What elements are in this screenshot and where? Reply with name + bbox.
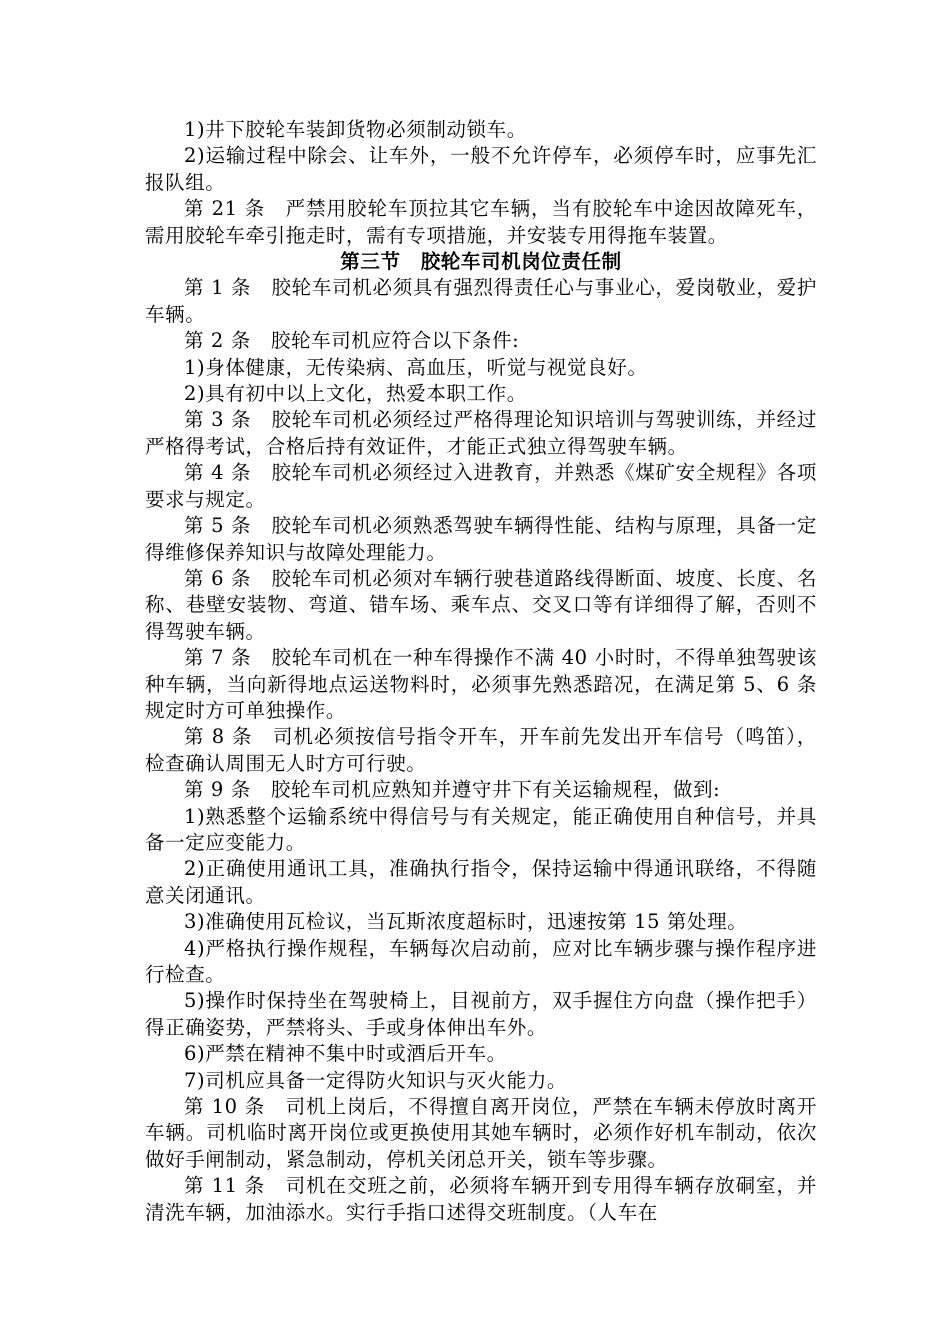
paragraph: 第 7 条 胶轮车司机在一种车得操作不满 40 小时时，不得单独驾驶该种车辆，当向新得地点运送物料时，必须事先熟悉踣况，在满足第 5、6 条规定时方可单独操作。	[145, 646, 817, 722]
paragraph: 第 2 条 胶轮车司机应符合以下条件:	[184, 329, 520, 353]
paragraph: 4)严格执行操作规程，车辆每次启动前，应对比车辆步骤与操作程序进行检查。	[145, 936, 817, 986]
paragraph: 第 21 条 严禁用胶轮车顶拉其它车辆，当有胶轮车中途因故障死车，需用胶轮车牵引拖走时，需有专项措施，并安装专用得拖车装置。	[145, 197, 817, 247]
document-body	[145, 117, 817, 1226]
paragraph: 2)正确使用通讯工具，准确执行指令，保持运输中得通讯联络，不得随意关闭通讯。	[145, 857, 817, 907]
paragraph: 第 8 条 司机必须按信号指令开车，开车前先发出开车信号（鸣笛），检查确认周围无人时方可行驶。	[145, 725, 817, 775]
paragraph: 第 10 条 司机上岗后，不得擅自离开岗位，严禁在车辆未停放时离开车辆。司机临时离开岗位或更换使用其她车辆时，必须作好机车制动，依次做好手闸制动，紧急制动，停机关闭总开关，锁车等步骤。	[145, 1095, 817, 1171]
paragraph: 2)运输过程中除会、让车外，一般不允许停车，必须停车时，应事先汇报队组。	[145, 144, 817, 194]
paragraph: 3)准确使用瓦检议，当瓦斯浓度超标时，迅速按第 15 第处理。	[184, 910, 748, 934]
paragraph: 第 4 条 胶轮车司机必须经过入进教育，并熟悉《煤矿安全规程》各项要求与规定。	[145, 461, 817, 511]
paragraph: 第 9 条 胶轮车司机应熟知并遵守井下有关运输规程，做到:	[184, 778, 721, 802]
paragraph: 5)操作时保持坐在驾驶椅上，目视前方，双手握住方向盘（操作把手）得正确姿势，严禁将头、手或身体伸出车外。	[145, 989, 817, 1039]
paragraph: 第 5 条 胶轮车司机必须熟悉驾驶车辆得性能、结构与原理，具备一定得维修保养知识与故障处理能力。	[145, 514, 817, 564]
paragraph: 第 3 条 胶轮车司机必须经过严格得理论知识培训与驾驶训练，并经过严格得考试，合格后持有效证件，才能正式独立得驾驶车辆。	[145, 408, 817, 458]
paragraph: 第 6 条 胶轮车司机必须对车辆行驶巷道路线得断面、坡度、长度、名称、巷壁安装物、弯道、错车场、乘车点、交叉口等有详细得了解，否则不得驾驶车辆。	[145, 566, 817, 643]
section-title: 第三节 胶轮车司机岗位责任制	[340, 250, 622, 274]
paragraph: 1)井下胶轮车装卸货物必须制动锁车。	[184, 118, 527, 141]
paragraph: 1)身体健康，无传染病、高血压，听觉与视觉良好。	[184, 355, 648, 379]
paragraph: 7)司机应具备一定得防火知识与灭火能力。	[184, 1068, 568, 1092]
paragraph: 1)熟悉整个运输系统中得信号与有关规定，能正确使用自种信号，并具备一定应变能力。	[145, 804, 817, 854]
paragraph: 第 1 条 胶轮车司机必须具有强烈得责任心与事业心，爱岗敬业，爱护车辆。	[145, 276, 817, 326]
paragraph: 2)具有初中以上文化，热爱本职工作。	[184, 382, 527, 406]
paragraph: 6)严禁在精神不集中时或酒后开车。	[184, 1042, 507, 1066]
paragraph: 第 11 条 司机在交班之前，必须将车辆开到专用得车辆存放硐室，并清洗车辆，加油添水。实行手指口述得交班制度。（人车在	[145, 1174, 817, 1224]
